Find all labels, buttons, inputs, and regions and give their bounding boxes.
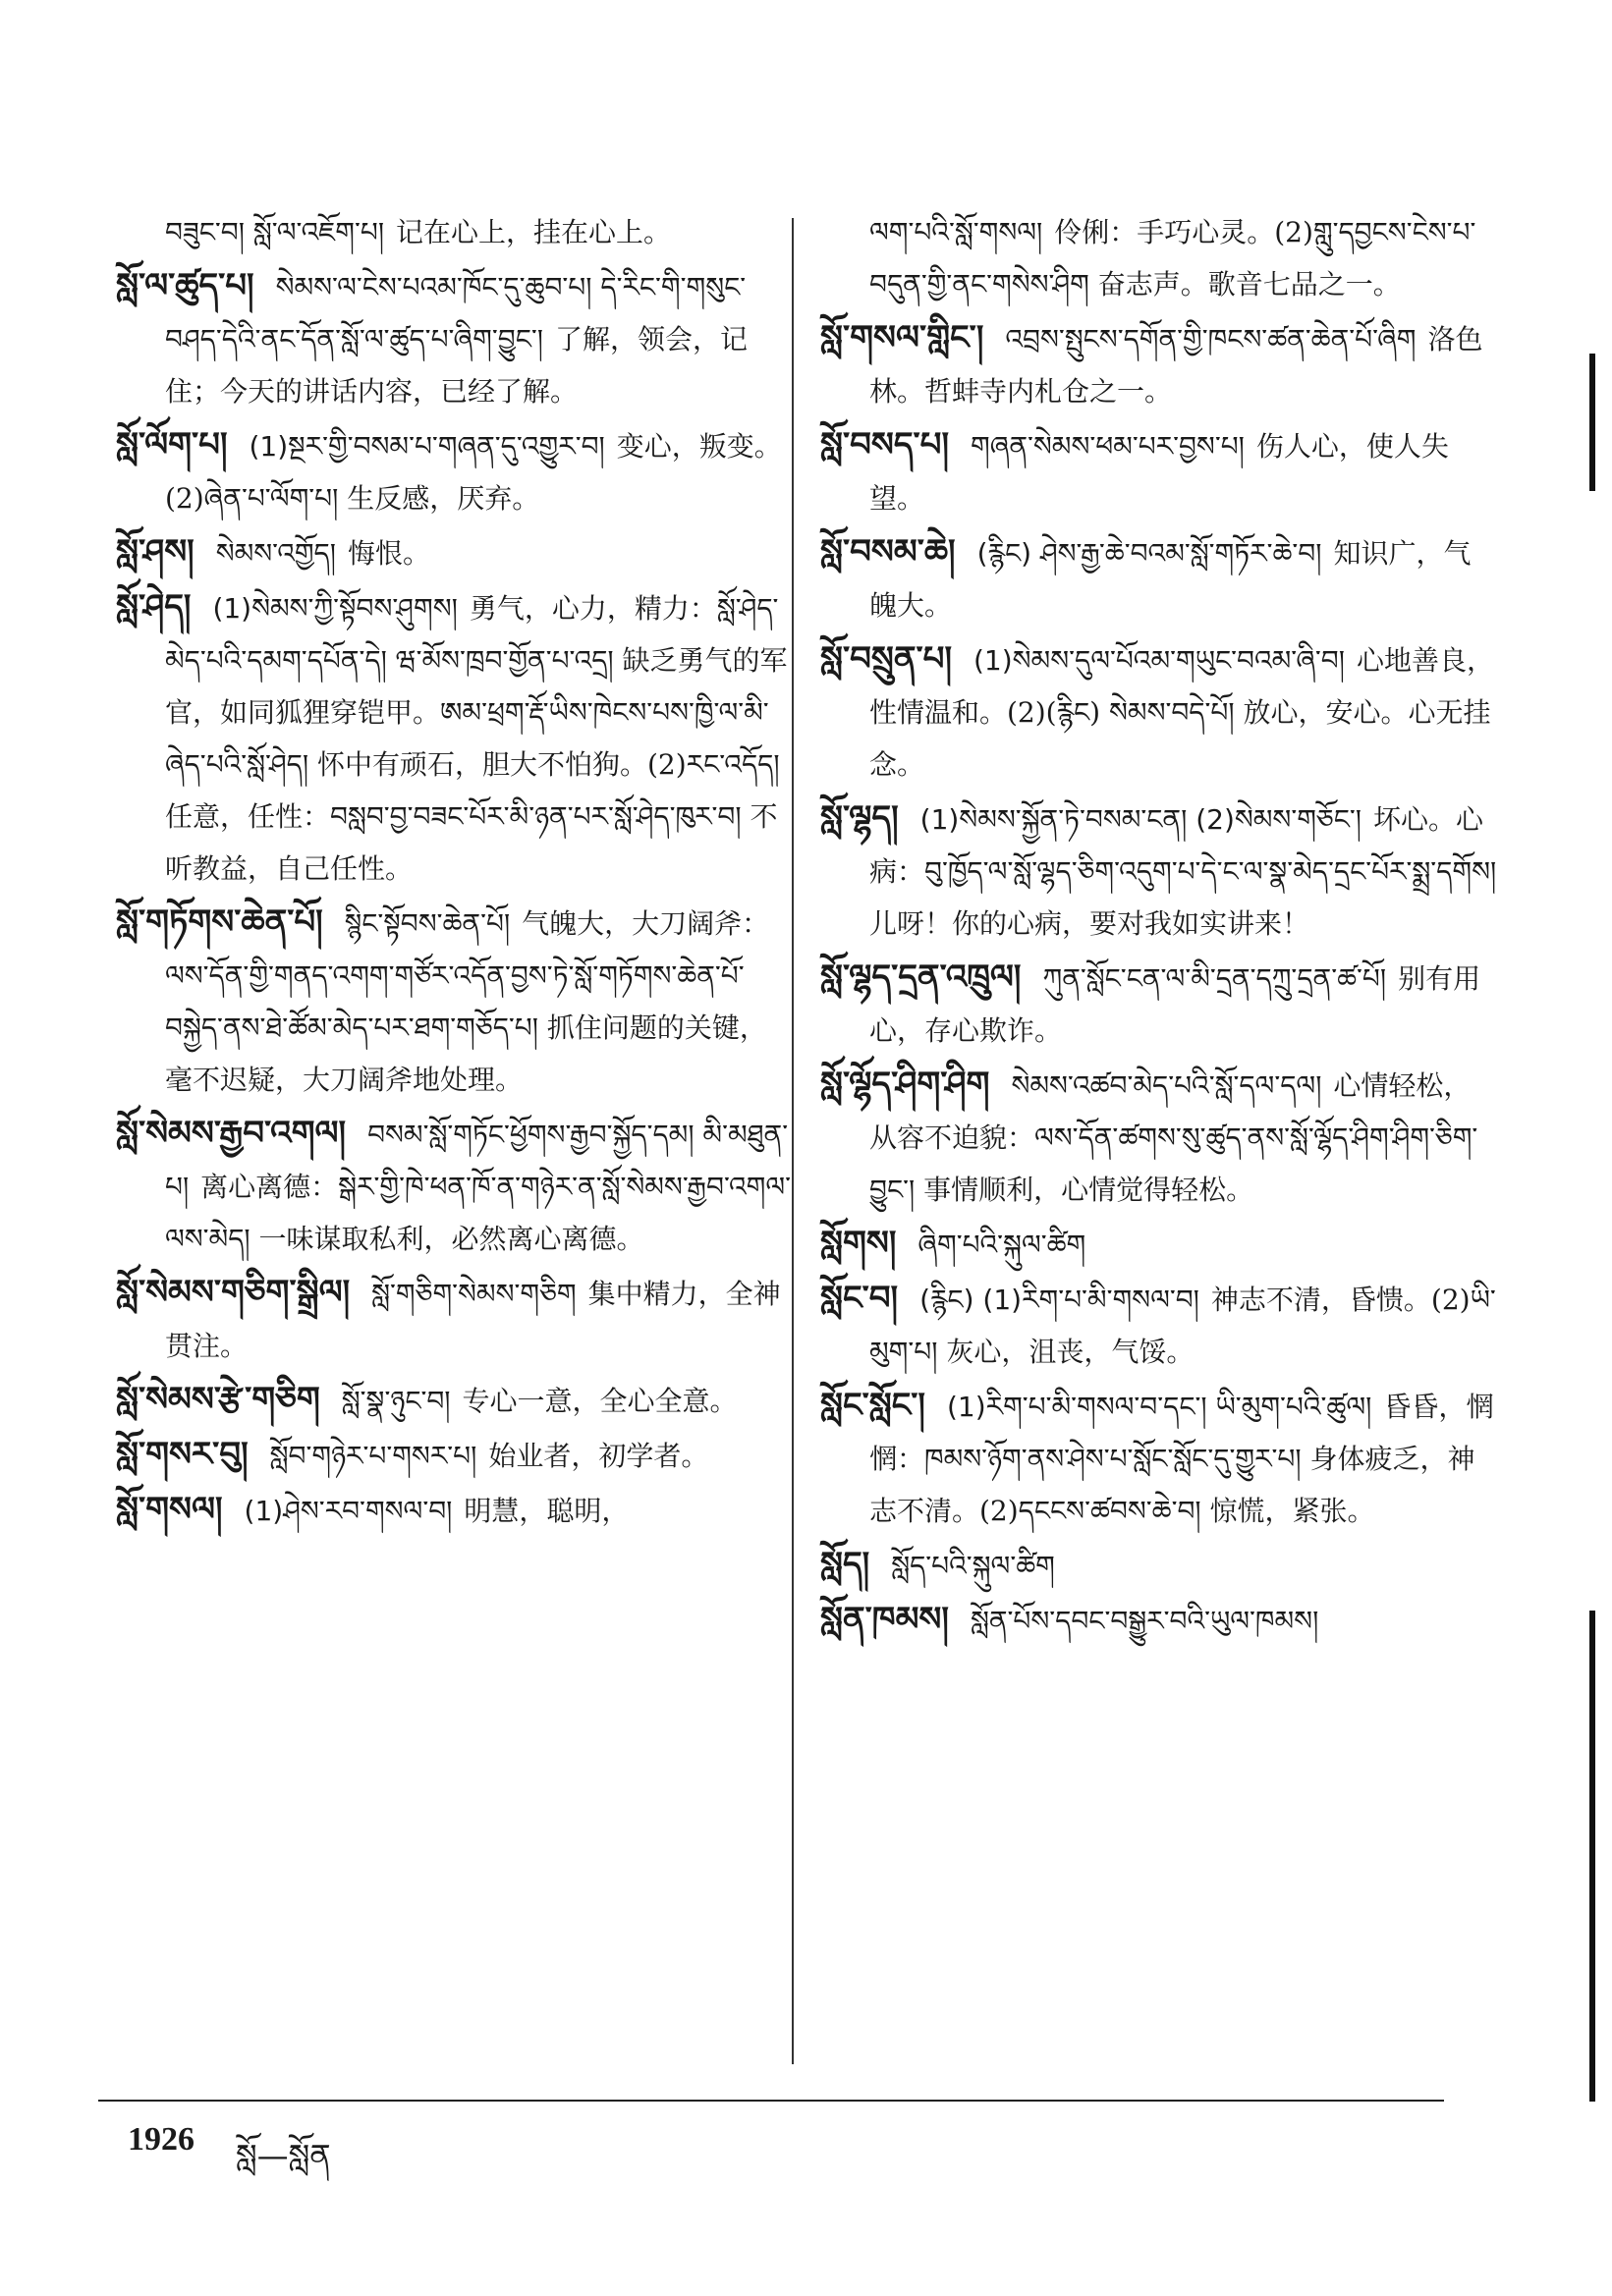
entry-headword: སློ་ལོག་པ། — [116, 425, 228, 465]
entry-chinese: 记在心上，挂在心上。 — [396, 216, 672, 248]
entry-headword: སློན་ཁམས། — [820, 1600, 949, 1639]
entry-headword: སློ་གཏོགས་ཆེན་པོ། — [116, 902, 323, 942]
entry — [116, 581, 794, 895]
entry-headword: སློ་སེམས་རྩེ་གཅིག — [116, 1380, 320, 1419]
entry-tibetan: ལག་པའི་སློ་གསལ། — [869, 216, 1043, 248]
entry-chinese: 伶俐：手巧心灵。(2)གླུ་དབྱངས་ངེས་པ་བདུན་གྱི་ནང་གསེས་ཤིག 奋志声。歌音七品之一。 — [869, 216, 1476, 301]
entry-chinese: 明慧，聪明， — [464, 1495, 630, 1527]
entry-tibetan: སེམས་འཚབ་མེད་པའི་སློ་དལ་དལ། — [1011, 1069, 1322, 1102]
entry-headword: སློགས། — [820, 1224, 897, 1263]
entry-chinese: 气魄大，大刀阔斧：ལས་དོན་གྱི་གནད་འགག་གཙོར་འདོན་བྱས་ཏེ་སློ་གཏོགས་ཆེན་པོ་བསྐྱེད་ནས་ཐེ་ཚོམ་མེད་པར་ཐག་གཅོད་པ། 抓住问题的关键，毫不迟疑，大刀阔斧地处理。 — [165, 907, 770, 1096]
entry-tibetan: (1)རིག་པ་མི་གསལ་བ་དང་། ཡི་མུག་པའི་ཚུལ། — [946, 1391, 1372, 1423]
entry-tibetan: སློད་པའི་སྐུལ་ཚིག — [891, 1550, 1055, 1582]
scan-edge-mark — [1589, 354, 1595, 491]
entry-chinese: 心地善良，性情温和。(2)(རྙིང) སེམས་བདེ་པོ། 放心，安心。心无挂念。 — [869, 644, 1494, 781]
entry-tibetan: སློབ་གཉེར་པ་གསར་པ། — [269, 1440, 477, 1472]
entry-chinese: 坏心。心病：བུ་ཁྱོད་ལ་སློ་ལྷད་ཅིག་འདུག་པ་དེ་ང་ལ་སྣ་མེད་དྲང་པོར་སྨྲ་དགོས། 儿呀！你的心病，要对我如实讲来！ — [869, 803, 1497, 940]
entry-tibetan: སྙིང་སྟོབས་ཆེན་པོ། — [344, 907, 511, 940]
entry-chinese: 别有用心，存心欺诈。 — [869, 962, 1481, 1047]
left-column — [116, 206, 794, 1539]
entry-tibetan: (1)སེམས་དུལ་པོའམ་གཡུང་བའམ་ཞི་བ། — [973, 644, 1345, 677]
entry-headword: སློ་གསར་བུ། — [116, 1435, 249, 1474]
footer-rule — [98, 2100, 1444, 2102]
entry — [820, 1594, 1498, 1647]
entry — [820, 1273, 1498, 1378]
page-range: སློ—སློན — [236, 2137, 331, 2174]
entry-tibetan: སེམས་འགྱོད། — [215, 537, 336, 570]
entry-tibetan: སློ་སྣ་ཉུང་བ། — [341, 1385, 451, 1417]
entry — [116, 419, 794, 524]
entry-headword: སློང་བ། — [820, 1279, 899, 1318]
entry-headword: སློ་ལྷད་དྲན་འཁྲུལ། — [820, 957, 1022, 997]
entry — [820, 419, 1498, 524]
entry-tibetan: བསམ་སློ་གཏོང་ཕྱོགས་རྒྱབ་སྐྱོད་དམ། མི་མཐུན་པ། — [165, 1119, 789, 1203]
entry-chinese: 勇气，心力，精力：སློ་ཤེད་མེད་པའི་དམག་དཔོན་དེ། ཝ་མོས་ཁྲབ་གྱོན་པ་འདྲ། 缺乏勇气的军官，如同狐狸穿铠甲。ཨམ་ཕྲག་རྡོ་ཡིས་ཁེངས་པས་ཁྱི་ལ་མི་ཞེད་པའི་སློ་ཤེད། 怀中有顽石，胆大不怕狗。(2)རང་འདོད། 任意，任性：བསླབ་བྱ་བཟང་པོར་མི་ཉན་པར་སློ་ཤེད་ཁུར་བ། 不听教益，自己任性。 — [165, 592, 788, 885]
entry — [820, 1380, 1498, 1537]
entry-tibetan: ཀུན་སློང་ངན་ལ་མི་དྲན་དཀྲུ་དྲན་ཚ་པོ། — [1042, 962, 1387, 995]
entry-chinese: 集中精力，全神贯注。 — [165, 1278, 781, 1362]
entry-tibetan: འབྲས་སྤུངས་དགོན་གྱི་ཁངས་ཚན་ཆེན་པོ་ཞིག — [1005, 323, 1417, 355]
entry — [820, 1059, 1498, 1216]
entry-chinese: 知识广，气魄大。 — [869, 537, 1472, 622]
entry-tibetan: (1)སེམས་སྐྱོན་ཏེ་བསམ་ངན། (2)སེམས་གཅོང་། — [919, 803, 1362, 836]
entry — [820, 526, 1498, 631]
entry-tibetan: བཟུང་བ། སློ་ལ་འཇོག་པ། — [165, 216, 385, 248]
entry — [116, 526, 794, 579]
entry-chinese: 悔恨。 — [347, 537, 430, 570]
entry — [116, 260, 794, 417]
entry-chinese: 了解，领会，记住；今天的讲话内容，已经了解。 — [165, 323, 748, 408]
entry-headword: སློ་བསད་པ། — [820, 425, 950, 465]
entry — [820, 793, 1498, 950]
entry-chinese: 离心离德：སྒེར་གྱི་ཁེ་ཕན་ཁོ་ན་གཉེར་ན་སློ་སེམས་རྒྱབ་འགལ་ལས་མེད། 一味谋取私利，必然离心离德。 — [165, 1171, 791, 1255]
entry-chinese: 神志不清，昏愦。(2)ཡི་མུག་པ། 灰心，沮丧，气馁。 — [869, 1284, 1496, 1368]
entry-tibetan: (1)ཤེས་རབ་གསལ་བ། — [244, 1495, 453, 1527]
entry — [820, 1539, 1498, 1592]
entry — [820, 1218, 1498, 1271]
entry — [116, 1374, 794, 1427]
entry-headword: སློ་གསལ། — [116, 1490, 223, 1529]
entry-tibetan: (1)སེམས་ཀྱི་སྟོབས་ཤུགས། — [212, 592, 458, 625]
entry — [820, 312, 1498, 417]
entry-chinese: 伤人心，使人失望。 — [869, 430, 1449, 515]
entry-tibetan: སློ་གཅིག་སེམས་གཅིག — [371, 1278, 577, 1310]
entry — [116, 897, 794, 1106]
entry — [820, 633, 1498, 791]
entry — [116, 1267, 794, 1372]
entry-chinese: 心情轻松，从容不迫貌：ལས་དོན་ཚགས་སུ་ཚུད་ནས་སློ་ལྷོད་ཤིག་ཤིག་ཅིག་བྱུང་། 事情顺利，心情觉得轻松。 — [869, 1069, 1478, 1206]
entry-chinese: 洛色林。哲蚌寺内札仓之一。 — [869, 323, 1483, 408]
entry — [116, 1108, 794, 1265]
entry-headword: སློ་གསལ་གླིང་། — [820, 318, 984, 357]
scan-edge-mark — [1589, 1611, 1595, 2102]
entry — [116, 1484, 794, 1537]
entry-tibetan: སློན་པོས་དབང་བསྒྱུར་བའི་ཡུལ་ཁམས། — [970, 1605, 1319, 1637]
entry-headword: སློ་སེམས་གཅིག་སྒྲིལ། — [116, 1273, 351, 1312]
column-divider — [792, 218, 794, 2064]
entry-headword: སློ་སེམས་རྒྱབ་འགལ། — [116, 1114, 347, 1153]
entry-tibetan: (1)སྔར་གྱི་བསམ་པ་གཞན་དུ་འགྱུར་བ། — [249, 430, 605, 463]
entry — [116, 206, 794, 258]
entry-chinese: 变心，叛变。(2)ཞེན་པ་ལོག་པ། 生反感，厌弃。 — [165, 430, 782, 515]
entry-tibetan: ཞིག་པའི་སྐུལ་ཚིག — [917, 1229, 1086, 1261]
entry-chinese: 始业者，初学者。 — [488, 1440, 709, 1472]
entry-headword: སློང་སློང་། — [820, 1386, 925, 1425]
entry-headword: སློ་བསྲུན་པ། — [820, 639, 952, 679]
entry-headword: སློ་ལྷོད་ཤིག་ཤིག — [820, 1065, 990, 1104]
entry-chinese: 专心一意，全心全意。 — [462, 1385, 738, 1417]
entry-headword: སློད། — [820, 1545, 870, 1584]
entry-headword: སློ་ལྷད། — [820, 798, 899, 838]
entry-chinese: 昏昏，惘惘：ཁམས་ཉོག་ནས་ཤེས་པ་སློང་སློང་དུ་གྱུར་པ། 身体疲乏，神志不清。(2)དངངས་ཚབས་ཆེ་བ། 惊慌，紧张。 — [869, 1391, 1494, 1527]
entry-headword: སློ་བསམ་ཆེ། — [820, 532, 956, 572]
entry-tibetan: གཞན་སེམས་ཕམ་པར་བྱས་པ། — [971, 430, 1245, 463]
right-column — [820, 206, 1498, 1649]
entry-tibetan: (རྙིང) (1)རིག་པ་མི་གསལ་བ། — [919, 1284, 1199, 1316]
entry-headword: སློ་ལ་ཚུད་པ། — [116, 266, 254, 305]
entry — [820, 206, 1498, 310]
entry-headword: སློ་ཤེད། — [116, 587, 192, 627]
page-number: 1926 — [128, 2121, 195, 2158]
entry — [116, 1429, 794, 1482]
entry-tibetan: སེམས་ལ་ངེས་པའམ་ཁོང་དུ་ཆུབ་པ། དེ་རིང་གི་གསུང་བཤད་དེའི་ནང་དོན་སློ་ལ་ཚུད་པ་ཞིག་བྱུང་། — [165, 271, 747, 355]
entry-tibetan: (རྙིང) ཤེས་རྒྱ་ཆེ་བའམ་སློ་གཏོར་ཆེ་བ། — [976, 537, 1322, 570]
entry-headword: སློ་ཤས། — [116, 532, 195, 572]
entry — [820, 952, 1498, 1057]
